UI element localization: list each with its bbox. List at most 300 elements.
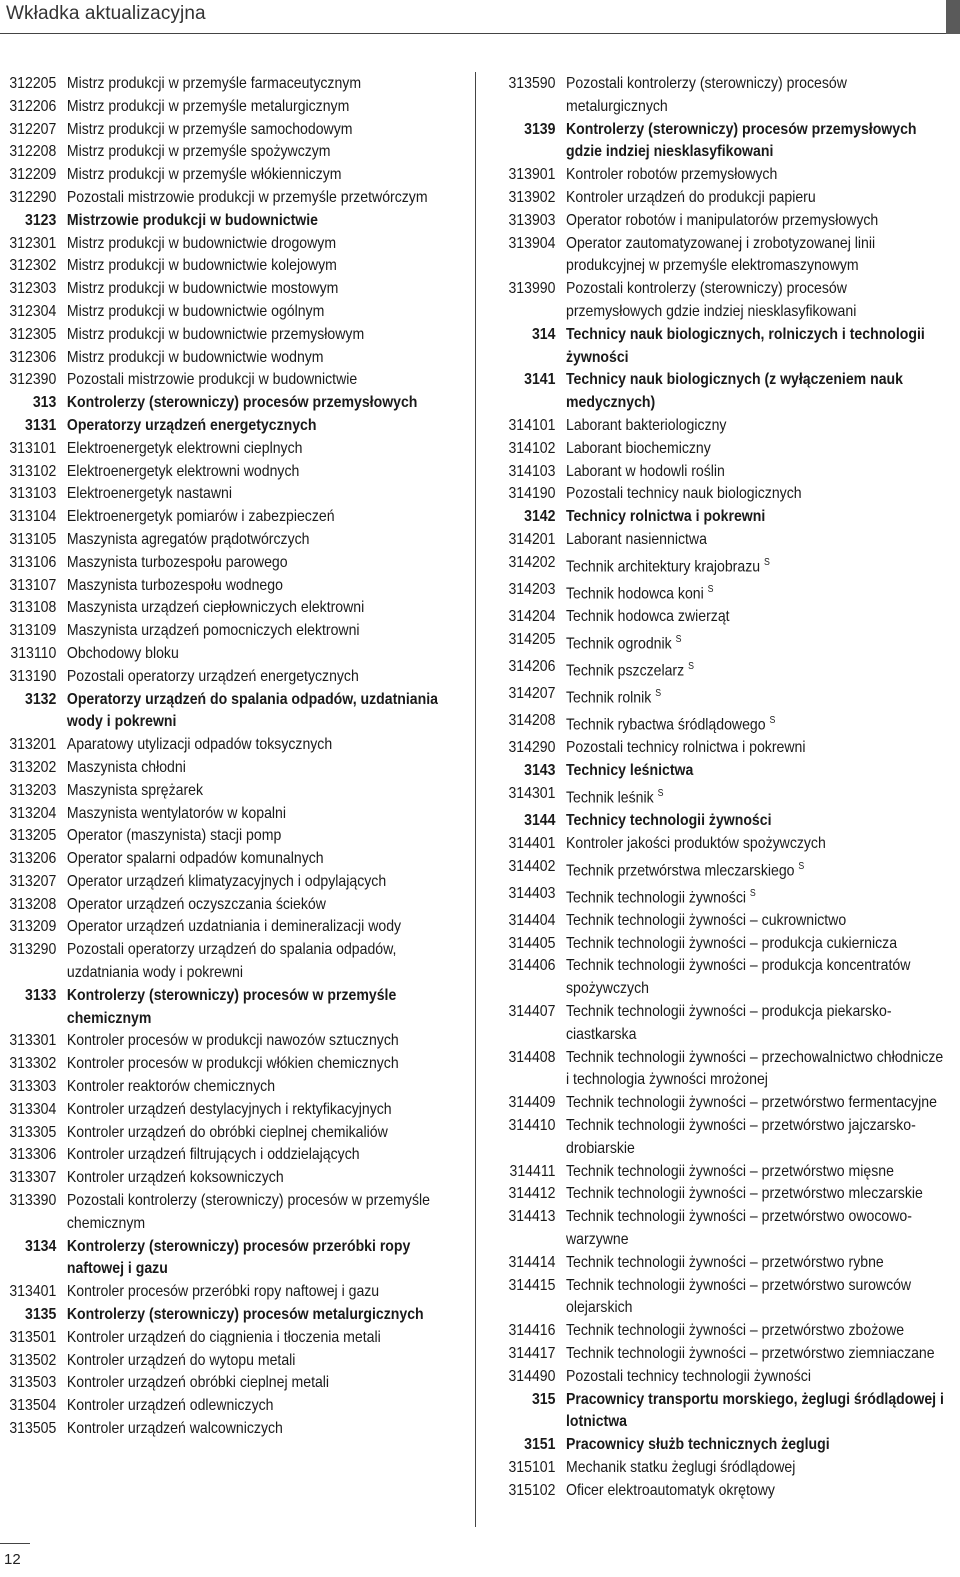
occupation-label: [56, 1099, 463, 1122]
occupation-label: [555, 910, 947, 933]
occupation-label: [555, 483, 947, 506]
occupation-entry: [0, 643, 463, 666]
occupation-code: 313303: [9, 1078, 57, 1096]
occupation-entry: [500, 883, 947, 910]
school-occupation-marker: S: [764, 556, 770, 568]
header-title: Wkładka aktualizacyjna: [6, 3, 206, 24]
occupation-label-text: Pozostali kontrolerzy (sterowniczy) procesów przemysłowych gdzie indziej niesklasyfikowani: [566, 280, 857, 320]
occupation-code: 312209: [9, 166, 57, 184]
occupation-code: 313106: [9, 553, 57, 571]
occupation-entry: [0, 803, 463, 826]
occupation-entry: [0, 1167, 463, 1190]
occupation-label: [555, 579, 947, 606]
occupation-label: [555, 1389, 947, 1435]
occupation-label: [56, 210, 463, 233]
occupation-code: 3142: [524, 508, 556, 526]
occupation-code: 313104: [9, 508, 57, 526]
occupation-entry: [500, 233, 947, 279]
occupation-label-text: Operatorzy urządzeń do spalania odpadów, uzdatniania wody i pokrewni: [66, 690, 438, 731]
occupation-label-text: Operator urządzeń uzdatniania i demineralizacji wody: [66, 918, 402, 936]
occupation-label: [56, 1281, 463, 1304]
occupation-code: 313503: [9, 1374, 57, 1392]
occupation-entry: [0, 324, 463, 347]
occupation-code: 313302: [9, 1055, 57, 1073]
group-heading: [500, 1389, 947, 1435]
occupation-label: [56, 141, 463, 164]
occupation-label: [56, 1395, 463, 1418]
occupation-label-text: Maszynista turbozespołu parowego: [66, 553, 288, 571]
occupation-label-text: Mechanik statku żeglugi śródlądowej: [566, 1458, 796, 1476]
occupation-label: [555, 1161, 947, 1184]
occupation-entry: [0, 1281, 463, 1304]
occupation-label-text: Operator (maszynista) stacji pomp: [66, 827, 282, 845]
occupation-entry: [500, 683, 947, 710]
occupation-code: 313502: [9, 1351, 57, 1369]
occupation-label: [555, 415, 947, 438]
occupation-label: [555, 73, 947, 119]
occupation-entry: [0, 916, 463, 939]
occupation-code: 314190: [508, 485, 556, 503]
occupation-code: 313190: [9, 667, 57, 685]
occupation-entry: [0, 233, 463, 256]
occupation-entry: [500, 1366, 947, 1389]
occupation-label: [555, 606, 947, 629]
occupation-code: 315: [531, 1390, 556, 1408]
occupation-entry: [500, 164, 947, 187]
occupation-code: 314204: [508, 607, 556, 625]
group-heading: [0, 415, 463, 438]
occupation-label-text: Technik ogrodnik: [566, 635, 672, 653]
occupation-label-text: Technik technologii żywności – przetwórstwo jajczarsko-drobiarskie: [566, 1117, 916, 1157]
occupation-label: [56, 506, 463, 529]
right-column: [500, 73, 947, 1503]
occupation-label-text: Kontroler jakości produktów spożywczych: [566, 834, 826, 852]
group-heading: [500, 810, 947, 833]
occupation-label: [56, 301, 463, 324]
occupation-label-text: Maszynista wentylatorów w kopalni: [66, 804, 286, 822]
occupation-entry: [0, 187, 463, 210]
occupation-entry: [0, 141, 463, 164]
school-occupation-marker: S: [688, 660, 694, 672]
occupation-label: [56, 461, 463, 484]
occupation-entry: [0, 1327, 463, 1350]
occupation-entry: [0, 848, 463, 871]
occupation-label-text: Maszynista sprężarek: [66, 781, 204, 799]
occupation-code: 313110: [10, 644, 57, 662]
occupation-label-text: Elektroenergetyk nastawni: [66, 485, 233, 503]
occupation-label: [56, 369, 463, 392]
occupation-label-text: Kontroler urządzeń do obróbki cieplnej chemikaliów: [66, 1123, 388, 1141]
occupation-label-text: Technik hodowca zwierząt: [566, 607, 730, 625]
header-rule: [0, 33, 946, 34]
occupation-label: [56, 689, 463, 735]
occupation-label: [555, 683, 947, 710]
occupation-code: 314207: [508, 685, 556, 703]
occupation-entry: [0, 1053, 463, 1076]
occupation-label: [56, 552, 463, 575]
occupation-entry: [500, 856, 947, 883]
occupation-label: [56, 529, 463, 552]
occupation-label: [56, 666, 463, 689]
occupation-label-text: Technik technologii żywności – produkcja cukiernicza: [566, 934, 898, 952]
occupation-label-text: Mistrz produkcji w przemyśle samochodowym: [66, 120, 353, 138]
occupation-entry: [500, 710, 947, 737]
occupation-label-text: Pozostali technicy technologii żywności: [566, 1367, 811, 1385]
occupation-label: [555, 164, 947, 187]
occupation-code: 312207: [9, 120, 57, 138]
occupation-code: 313207: [9, 872, 57, 890]
occupation-code: 312306: [9, 348, 57, 366]
occupation-label: [56, 392, 463, 415]
occupation-code: 314413: [508, 1208, 556, 1226]
occupation-entry: [500, 1457, 947, 1480]
occupation-label-text: Maszynista agregatów prądotwórczych: [66, 530, 310, 548]
occupation-entry: [500, 783, 947, 810]
occupation-label: [555, 1183, 947, 1206]
occupation-entry: [0, 483, 463, 506]
occupation-label-text: Maszynista urządzeń pomocniczych elektrowni: [66, 622, 360, 640]
occupation-code: 314405: [508, 934, 556, 952]
occupation-label-text: Kontroler procesów przeróbki ropy naftowej i gazu: [66, 1283, 380, 1301]
occupation-label-text: Technik rybactwa śródlądowego: [566, 716, 766, 734]
occupation-label: [555, 1320, 947, 1343]
occupation-label-text: Technicy nauk biologicznych, rolniczych i technologii żywności: [566, 325, 925, 366]
occupation-label: [555, 324, 947, 370]
occupation-entry: [500, 910, 947, 933]
occupation-label: [56, 871, 463, 894]
occupation-label: [56, 1418, 463, 1441]
occupation-code: 3143: [524, 762, 556, 780]
occupation-label: [555, 1115, 947, 1161]
occupation-entry: [500, 1183, 947, 1206]
group-heading: [500, 760, 947, 783]
occupation-code: 3133: [24, 986, 57, 1004]
occupation-entry: [0, 506, 463, 529]
occupation-code: 3141: [524, 371, 556, 389]
occupation-label: [56, 1167, 463, 1190]
occupation-entry: [500, 552, 947, 579]
occupation-label-text: Pozostali kontrolerzy (sterowniczy) procesów w przemyśle chemicznym: [66, 1192, 430, 1232]
occupation-entry: [0, 347, 463, 370]
occupation-label: [56, 1144, 463, 1167]
occupation-code: 314407: [508, 1003, 556, 1021]
occupation-label-text: Kontroler urządzeń obróbki cieplnej metali: [66, 1374, 330, 1392]
occupation-entry: [500, 187, 947, 210]
occupation-code: 313201: [9, 736, 57, 754]
occupation-label-text: Mistrz produkcji w budownictwie mostowym: [66, 280, 339, 298]
occupation-code: 314401: [508, 834, 556, 852]
occupation-label-text: Operator spalarni odpadów komunalnych: [66, 850, 324, 868]
occupation-entry: [0, 757, 463, 780]
occupation-code: 313102: [9, 462, 57, 480]
occupation-label-text: Mistrz produkcji w budownictwie wodnym: [66, 348, 324, 366]
occupation-label-text: Mistrz produkcji w budownictwie ogólnym: [66, 302, 325, 320]
occupation-code: 314206: [508, 657, 556, 675]
occupation-label-text: Kontroler urządzeń destylacyjnych i rektyfikacyjnych: [66, 1100, 392, 1118]
occupation-code: 3132: [24, 690, 57, 708]
occupation-code: 312305: [9, 325, 57, 343]
occupation-label: [555, 529, 947, 552]
occupation-label-text: Mistrz produkcji w przemyśle metalurgicznym: [66, 97, 350, 115]
occupation-code: 312303: [9, 280, 57, 298]
occupation-label-text: Laborant nasiennictwa: [566, 530, 707, 548]
occupation-label-text: Laborant bakteriologiczny: [566, 416, 727, 434]
group-heading: [0, 1304, 463, 1327]
occupation-label: [555, 1480, 947, 1503]
occupation-label-text: Technik technologii żywności – przetwórstwo fermentacyjne: [566, 1094, 937, 1112]
occupation-label-text: Technik technologii żywności – przetwórstwo zbożowe: [566, 1322, 905, 1340]
occupation-label: [555, 955, 947, 1001]
occupation-code: 314403: [508, 884, 556, 902]
group-heading: [0, 689, 463, 735]
occupation-code: 313208: [9, 895, 57, 913]
occupation-label-text: Technik technologii żywności – produkcja koncentratów spożywczych: [566, 957, 911, 998]
occupation-label: [56, 347, 463, 370]
occupation-code: 313304: [9, 1100, 57, 1118]
occupation-code: 3151: [524, 1436, 556, 1454]
occupation-label: [56, 438, 463, 461]
occupation-entry: [0, 734, 463, 757]
occupation-label: [555, 1001, 947, 1047]
occupation-entry: [500, 933, 947, 956]
occupation-label: [56, 278, 463, 301]
occupation-entry: [0, 894, 463, 917]
occupation-code: 314202: [508, 553, 556, 571]
occupation-code: 313105: [9, 530, 57, 548]
occupation-label-text: Pozostali operatorzy urządzeń energetycznych: [66, 667, 359, 685]
occupation-label-text: Technicy technologii żywności: [566, 812, 772, 829]
occupation-label: [555, 856, 947, 883]
school-occupation-marker: S: [769, 715, 776, 727]
occupation-label-text: Technik technologii żywności – produkcja piekarsko-ciastkarska: [566, 1003, 892, 1043]
occupation-code: 312390: [9, 371, 57, 389]
occupation-entry: [500, 656, 947, 683]
occupation-label: [555, 629, 947, 656]
occupation-label-text: Technik technologii żywności – przetwórstwo surowców olejarskich: [566, 1276, 912, 1317]
occupation-entry: [0, 1076, 463, 1099]
occupation-label: [56, 643, 463, 666]
occupation-code: 314409: [508, 1094, 556, 1112]
occupation-label: [555, 710, 947, 737]
occupation-code: 314290: [508, 739, 556, 757]
occupation-entry: [500, 461, 947, 484]
occupation-label: [56, 1190, 463, 1236]
occupation-entry: [500, 629, 947, 656]
occupation-label-text: Pracownicy służb technicznych żeglugi: [566, 1436, 830, 1454]
occupation-label: [56, 985, 463, 1031]
occupation-label-text: Operatorzy urządzeń energetycznych: [66, 416, 317, 434]
occupation-label: [56, 1304, 463, 1327]
occupation-label-text: Kontroler urządzeń walcowniczych: [66, 1420, 283, 1438]
occupation-code: 312290: [9, 188, 57, 206]
occupation-label-text: Mistrz produkcji w przemyśle farmaceutycznym: [66, 75, 362, 92]
occupation-code: 314404: [508, 911, 556, 929]
occupation-label-text: Mistrz produkcji w budownictwie przemysłowym: [66, 325, 365, 343]
occupation-label: [56, 1076, 463, 1099]
occupation-entry: [500, 483, 947, 506]
occupation-label-text: Mistrz produkcji w budownictwie kolejowym: [66, 257, 337, 275]
occupation-code: 315102: [508, 1481, 556, 1499]
occupation-entry: [500, 606, 947, 629]
occupation-label: [555, 737, 947, 760]
occupation-code: 314208: [508, 712, 556, 730]
occupation-code: 314402: [508, 857, 556, 875]
occupation-code: 3134: [24, 1237, 57, 1255]
occupation-label: [555, 552, 947, 579]
occupation-label-text: Technik rolnik: [566, 689, 652, 707]
occupation-code: 314201: [508, 530, 556, 548]
occupation-code: 313401: [9, 1283, 57, 1301]
occupation-label: [56, 1350, 463, 1373]
occupation-label: [56, 324, 463, 347]
occupation-label: [56, 1327, 463, 1350]
occupation-label: [56, 73, 463, 96]
occupation-code: 314205: [508, 630, 556, 648]
occupation-code: 3131: [24, 416, 57, 434]
occupation-entry: [500, 1275, 947, 1321]
occupation-code: 313205: [9, 827, 57, 845]
occupation-code: 314416: [508, 1322, 556, 1340]
occupation-code: 313: [32, 394, 57, 412]
occupation-entry: [0, 597, 463, 620]
occupation-entry: [500, 278, 947, 324]
occupation-label: [56, 575, 463, 598]
occupation-entry: [0, 1395, 463, 1418]
occupation-label: [56, 597, 463, 620]
occupation-label-text: Kontroler procesów w produkcji nawozów sztucznych: [66, 1032, 399, 1050]
occupation-label-text: Technicy leśnictwa: [566, 762, 694, 780]
occupation-entry: [500, 833, 947, 856]
occupation-label-text: Technik technologii żywności – przetwórstwo ziemniaczane: [566, 1344, 935, 1362]
occupation-label-text: Technik leśnik: [566, 789, 654, 807]
occupation-label-text: Pozostali mistrzowie produkcji w przemyśle przetwórczym: [66, 188, 428, 206]
occupation-entry: [0, 119, 463, 142]
occupation-label: [555, 210, 947, 233]
occupation-label: [555, 1457, 947, 1480]
occupation-label-text: Kontroler urządzeń do ciągnienia i tłoczenia metali: [66, 1328, 381, 1346]
occupation-code: 313306: [9, 1146, 57, 1164]
occupation-label: [56, 96, 463, 119]
occupation-entry: [500, 1001, 947, 1047]
occupation-entry: [0, 438, 463, 461]
occupation-entry: [0, 301, 463, 324]
occupation-entry: [0, 1190, 463, 1236]
occupation-code: 312208: [9, 143, 57, 161]
occupation-label: [56, 415, 463, 438]
group-heading: [500, 506, 947, 529]
occupation-entry: [500, 1252, 947, 1275]
occupation-code: 313301: [9, 1032, 57, 1050]
occupation-label-text: Technik architektury krajobrazu: [566, 558, 761, 576]
occupation-code: 313505: [9, 1420, 57, 1438]
occupation-entry: [0, 1030, 463, 1053]
occupation-label: [555, 1092, 947, 1115]
occupation-code: 313109: [9, 622, 57, 640]
occupation-label-text: Elektroenergetyk elektrowni wodnych: [66, 462, 300, 480]
occupation-label: [56, 1030, 463, 1053]
school-occupation-marker: S: [657, 787, 664, 799]
occupation-label: [555, 369, 947, 415]
occupation-label: [555, 187, 947, 210]
occupation-code: 312304: [9, 302, 57, 320]
occupation-entry: [0, 666, 463, 689]
occupation-code: 313307: [9, 1169, 57, 1187]
occupation-label: [56, 939, 463, 985]
occupation-entry: [0, 529, 463, 552]
occupation-label-text: Technik pszczelarz: [566, 662, 685, 680]
occupation-entry: [500, 579, 947, 606]
occupation-entry: [500, 1161, 947, 1184]
group-heading: [0, 1236, 463, 1282]
occupation-code: 314410: [508, 1117, 556, 1135]
occupation-entry: [0, 780, 463, 803]
occupation-entry: [0, 73, 463, 96]
occupation-code: 314203: [508, 580, 556, 598]
occupation-label: [56, 255, 463, 278]
occupation-code: 312301: [9, 234, 57, 252]
occupation-label: [56, 620, 463, 643]
occupation-label: [555, 1366, 947, 1389]
occupation-code: 313206: [9, 850, 57, 868]
occupation-code: 3139: [524, 120, 556, 138]
occupation-label-text: Maszynista chłodni: [66, 758, 186, 776]
occupation-label: [56, 1122, 463, 1145]
occupation-entry: [500, 1115, 947, 1161]
school-occupation-marker: S: [675, 633, 682, 645]
occupation-label: [56, 803, 463, 826]
occupation-entry: [500, 415, 947, 438]
occupation-code: 313290: [9, 941, 57, 959]
occupation-label-text: Obchodowy bloku: [66, 644, 179, 662]
occupation-code: 314: [531, 325, 556, 343]
occupation-code: 312205: [9, 75, 57, 92]
occupation-label-text: Mistrz produkcji w przemyśle włókienniczym: [66, 166, 342, 184]
occupation-label-text: Technik technologii żywności – cukrownictwo: [566, 911, 847, 929]
footer-rule: [0, 1543, 30, 1544]
occupation-code: 314408: [508, 1048, 556, 1066]
occupation-label: [555, 278, 947, 324]
occupation-label-text: Pozostali technicy rolnictwa i pokrewni: [566, 739, 806, 757]
occupation-code: 314101: [508, 416, 556, 434]
occupation-code: 3123: [24, 211, 57, 229]
occupation-label-text: Operator zautomatyzowanej i zrobotyzowanej linii produkcyjnej w przemyśle elektromaszynowym: [566, 234, 876, 275]
occupation-entry: [500, 737, 947, 760]
occupation-entry: [0, 369, 463, 392]
group-heading: [500, 324, 947, 370]
page-header: [0, 0, 960, 34]
occupation-entry: [0, 461, 463, 484]
occupation-label: [555, 506, 947, 529]
occupation-label: [555, 783, 947, 810]
occupation-entry: [0, 825, 463, 848]
occupation-entry: [500, 1206, 947, 1252]
occupation-entry: [500, 210, 947, 233]
occupation-code: 3135: [24, 1306, 57, 1324]
occupation-label: [555, 810, 947, 833]
occupation-label: [555, 233, 947, 279]
occupation-label-text: Laborant biochemiczny: [566, 439, 711, 457]
occupation-entry: [500, 1480, 947, 1503]
occupation-code: 314414: [508, 1253, 556, 1271]
occupation-label: [56, 164, 463, 187]
occupation-label-text: Mistrz produkcji w budownictwie drogowym: [66, 234, 337, 252]
occupation-entry: [0, 620, 463, 643]
school-occupation-marker: S: [749, 887, 756, 899]
occupation-label: [56, 483, 463, 506]
occupation-code: 313108: [9, 599, 57, 617]
occupation-label-text: Operator urządzeń oczyszczania ścieków: [66, 895, 326, 913]
occupation-label-text: Pozostali mistrzowie produkcji w budownictwie: [66, 371, 358, 389]
